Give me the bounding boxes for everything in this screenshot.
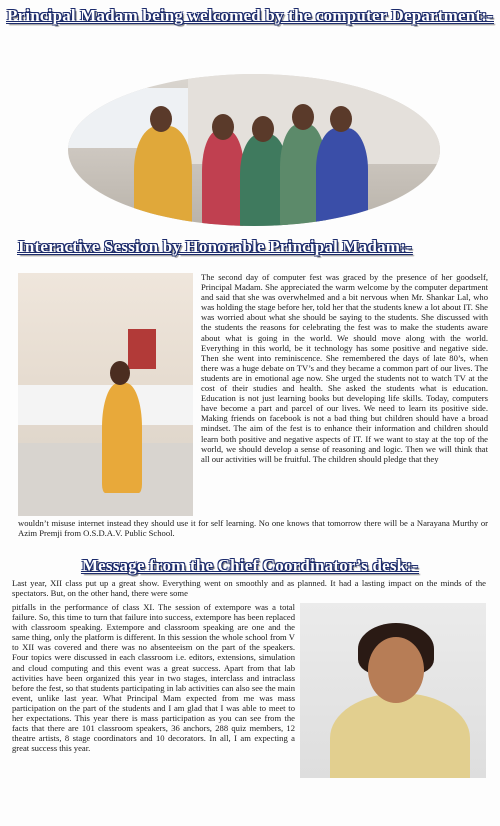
session-heading: Interactive Session by Honorable Principal Madam:-: [18, 237, 412, 256]
person-principal: [134, 126, 192, 226]
person-teacher-1-head: [212, 114, 234, 140]
person-principal-head: [150, 106, 172, 132]
principal-head: [110, 361, 130, 385]
person-teacher-4: [316, 128, 368, 226]
session-text: The second day of computer fest was graced by the presence of her goodself, Principal Madam. She appreciated the warm welcome by the computer department and said that she was overwhelmed and a bit nervous when Mr. Shankar Lal, who was holding the stage before her, told her that the students knew a lot about IT. She was worried about what she should be saying to the students. She discussed with the students the reasons for celebrating the fest was to make the students aware about what is going in the world. We should move along with the world. Everything in this world, be it technology has some positive and negative side. Then she went into reminiscence. She remembered the days of late 80’s, when there was a huge debate on TV’s and they became a common part of our lives. The students are in emotional age now. She urged the students not to watch TV at the cost of their studies and health. She asked the students what is education. Education is not just learning books but developing life skills. Today, computers have become a part and parcel of our lives. We need to learn its positive side. Making friends on facebook is not a bad thing but children should have a broad mindset. The aim of the fest is to enhance their information and children should learn both positive and negative aspects of IT. If we want to stay at the top of the world, we should develop a sense of reasoning and logic. Then we will think that all our activities will be fruitful. The children should pledge that they: [201, 272, 488, 464]
coordinator-face: [368, 637, 424, 703]
principal-speaking-photo: [18, 273, 193, 516]
welcome-heading: Principal Madam being welcomed by the computer Department:-: [7, 6, 493, 25]
person-teacher-1: [202, 130, 244, 226]
welcome-photo: [68, 74, 440, 226]
poster-board: [128, 329, 156, 369]
coordinator-sari: [330, 693, 470, 778]
person-teacher-4-head: [330, 106, 352, 132]
principal-figure: [102, 383, 142, 493]
coordinator-heading: Message from the Chief Coordinator’s desk:-: [81, 556, 419, 575]
coordinator-text-intro: Last year, XII class put up a great show. Everything went on smoothly and as planned. It had a lasting impact on the minds of the spectators. But, on the other hand, there were some: [12, 578, 486, 599]
coordinator-text: pitfalls in the performance of class XI. The session of extempore was a total failure. So, this time to turn that failure into success, extempore has been replaced with classroom speaking. Extempore and classroom speaking are one and the same thing, only the platform is different. In this session the whole school from V to XII was covered and there was no absenteeism on the part of the speakers. Four topics were discussed in each classroom i.e. editors, extensions, simulation and cloud computing and this event was a great success. Apart from that lab activities have been organized this year in two stages, interclass and intraclass before the fest, so that students participating in lab activities can also see the main event, unlike last year. What Principal Mam expected from me was mass participation on the part of the students and I am glad that I was able to meet to her expectations. This year there is mass participation as you can see from the facts that there are 101 classroom speakers, 36 anchors, 288 quiz members, 12 theatre artists, 8 stage coordinators and 10 decorators. In all, I am expecting a great success this year.: [12, 602, 295, 754]
session-text-continued: wouldn’t misuse internet instead they should use it for self learning. No one knows that tomorrow there will be a Narayana Murthy or Azim Premji from O.S.D.A.V. Public School.: [18, 518, 488, 539]
coordinator-portrait: [300, 603, 486, 778]
person-teacher-2-head: [252, 116, 274, 142]
projector-screen: [68, 88, 208, 148]
person-teacher-3-head: [292, 104, 314, 130]
